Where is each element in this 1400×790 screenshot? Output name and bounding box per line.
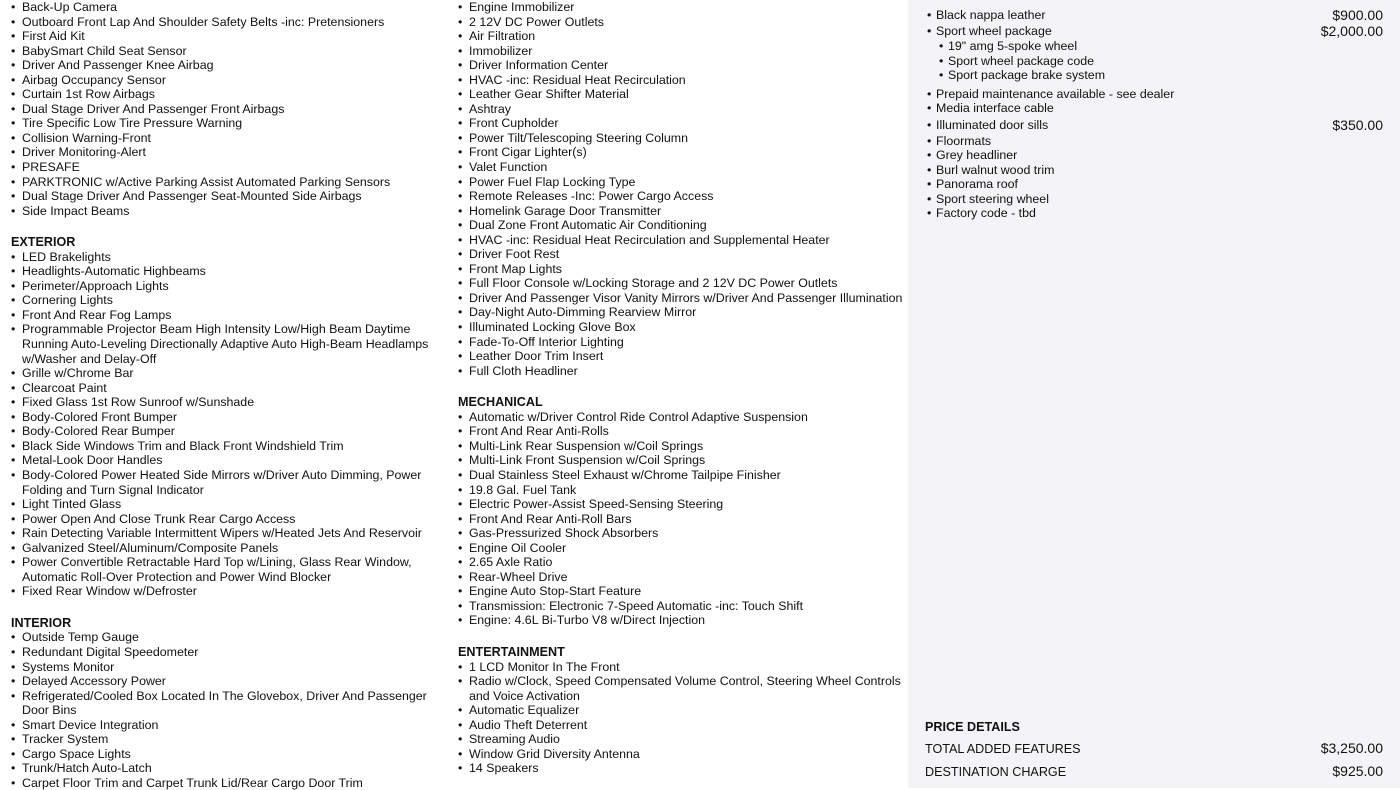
total-added-features-value: $3,250.00 <box>1320 740 1383 756</box>
feature-item: • LED Brakelights <box>11 250 451 265</box>
total-added-features-label: TOTAL ADDED FEATURES <box>925 742 1081 756</box>
feature-item: • Driver And Passenger Visor Vanity Mirrors w/Driver And Passenger Illumination <box>458 291 903 306</box>
feature-item: • Cargo Space Lights <box>11 747 451 762</box>
feature-item: • Fixed Glass 1st Row Sunroof w/Sunshade <box>11 395 451 410</box>
option-item <box>927 23 1383 39</box>
feature-item: • HVAC -inc: Residual Heat Recirculation and Supplemental Heater <box>458 233 903 248</box>
feature-item: • Automatic w/Driver Control Ride Control Adaptive Suspension <box>458 410 903 425</box>
feature-item: • Dual Stage Driver And Passenger Seat-Mounted Side Airbags <box>11 189 451 204</box>
option-price: $900.00 <box>1332 7 1383 23</box>
option-item <box>927 163 1383 178</box>
feature-item: • Dual Stainless Steel Exhaust w/Chrome Tailpipe Finisher <box>458 468 903 483</box>
feature-item: • Immobilizer <box>458 44 903 59</box>
feature-item: • Tire Specific Low Tire Pressure Warning <box>11 116 451 131</box>
feature-item: • Engine: 4.6L Bi-Turbo V8 w/Direct Injection <box>458 613 903 628</box>
feature-item: • Automatic Equalizer <box>458 703 903 718</box>
feature-item: • Curtain 1st Row Airbags <box>11 87 451 102</box>
feature-item: • Fixed Rear Window w/Defroster <box>11 584 451 599</box>
interior-list-left <box>11 630 451 790</box>
feature-item: • Transmission: Electronic 7-Speed Automatic -inc: Touch Shift <box>458 599 903 614</box>
feature-item: • Full Cloth Headliner <box>458 364 903 379</box>
features-column-middle <box>458 0 903 776</box>
feature-item: • PRESAFE <box>11 160 451 175</box>
feature-item: • Body-Colored Rear Bumper <box>11 424 451 439</box>
features-column-left <box>11 0 451 790</box>
feature-item: • Window Grid Diversity Antenna <box>458 747 903 762</box>
feature-item: • Radio w/Clock, Speed Compensated Volume Control, Steering Wheel Controls and Voice Activation <box>458 674 903 703</box>
feature-item: • Power Convertible Retractable Hard Top w/Lining, Glass Rear Window, Automatic Roll-Over Protection and Power Wind Blocker <box>11 555 451 584</box>
feature-item: • Engine Immobilizer <box>458 0 903 15</box>
total-added-features-row <box>925 740 1383 763</box>
feature-item: • Engine Auto Stop-Start Feature <box>458 584 903 599</box>
option-label: • Floormats <box>936 133 992 148</box>
feature-item: • Delayed Accessory Power <box>11 674 451 689</box>
option-sub-item: • 19" amg 5-spoke wheel <box>939 39 1383 54</box>
option-price: $350.00 <box>1332 116 1383 133</box>
feature-item: • First Aid Kit <box>11 29 451 44</box>
feature-item: • Redundant Digital Speedometer <box>11 645 451 660</box>
feature-item: • Body-Colored Power Heated Side Mirrors w/Driver Auto Dimming, Power Folding and Turn Signal Indicator <box>11 468 451 497</box>
feature-item: • 19.8 Gal. Fuel Tank <box>458 483 903 498</box>
feature-item: • Front And Rear Fog Lamps <box>11 308 451 323</box>
feature-item: • Ashtray <box>458 102 903 117</box>
feature-item: • Back-Up Camera <box>11 0 451 15</box>
feature-item: • 2 12V DC Power Outlets <box>458 15 903 30</box>
option-item <box>927 7 1383 23</box>
exterior-heading: EXTERIOR <box>11 235 76 250</box>
option-label: • Sport wheel package <box>936 24 1052 38</box>
feature-item: • Carpet Floor Trim and Carpet Trunk Lid/Rear Cargo Door Trim <box>11 776 451 790</box>
option-item <box>927 192 1383 207</box>
feature-item: • Galvanized Steel/Aluminum/Composite Panels <box>11 541 451 556</box>
feature-item: • Gas-Pressurized Shock Absorbers <box>458 526 903 541</box>
feature-item: • Multi-Link Front Suspension w/Coil Springs <box>458 453 903 468</box>
option-item <box>927 134 1383 149</box>
option-item <box>927 87 1383 102</box>
feature-item: • Valet Function <box>458 160 903 175</box>
feature-item: • Collision Warning-Front <box>11 131 451 146</box>
option-label: • Panorama roof <box>936 177 1018 192</box>
option-label: • Grey headliner <box>936 148 1018 163</box>
destination-charge-label: DESTINATION CHARGE <box>925 765 1067 779</box>
feature-item: • Leather Gear Shifter Material <box>458 87 903 102</box>
feature-item: • Rear-Wheel Drive <box>458 570 903 585</box>
feature-item: • HVAC -inc: Residual Heat Recirculation <box>458 73 903 88</box>
destination-charge-value: $925.00 <box>1332 763 1383 779</box>
feature-item: • Metal-Look Door Handles <box>11 453 451 468</box>
feature-item: • Headlights-Automatic Highbeams <box>11 264 451 279</box>
options-list <box>927 7 1383 221</box>
feature-item: • Streaming Audio <box>458 732 903 747</box>
feature-item: • Full Floor Console w/Locking Storage and 2 12V DC Power Outlets <box>458 276 903 291</box>
feature-item: • Day-Night Auto-Dimming Rearview Mirror <box>458 305 903 320</box>
feature-item: • Remote Releases -Inc: Power Cargo Access <box>458 189 903 204</box>
safety-list <box>11 0 451 218</box>
entertainment-heading: ENTERTAINMENT <box>458 644 565 659</box>
mechanical-list <box>458 410 903 628</box>
entertainment-list <box>458 660 903 776</box>
feature-item: • Power Tilt/Telescoping Steering Column <box>458 131 903 146</box>
feature-item: • Driver Monitoring-Alert <box>11 145 451 160</box>
feature-item: • Refrigerated/Cooled Box Located In The Glovebox, Driver And Passenger Door Bins <box>11 689 451 718</box>
option-label: • Prepaid maintenance available - see dealer <box>936 86 1175 101</box>
feature-item: • Cornering Lights <box>11 293 451 308</box>
feature-item: • Clearcoat Paint <box>11 381 451 396</box>
feature-item: • Outboard Front Lap And Shoulder Safety Belts -inc: Pretensioners <box>11 15 451 30</box>
feature-item: • Smart Device Integration <box>11 718 451 733</box>
feature-item: • Fade-To-Off Interior Lighting <box>458 335 903 350</box>
feature-item: • 14 Speakers <box>458 761 903 776</box>
feature-item: • Body-Colored Front Bumper <box>11 410 451 425</box>
options-list-top <box>927 7 1383 39</box>
option-item <box>927 177 1383 192</box>
feature-item: • Grille w/Chrome Bar <box>11 366 451 381</box>
feature-item: • Dual Stage Driver And Passenger Front Airbags <box>11 102 451 117</box>
sport-package-sublist <box>927 39 1383 83</box>
feature-item: • Outside Temp Gauge <box>11 630 451 645</box>
feature-item: • Dual Zone Front Automatic Air Conditioning <box>458 218 903 233</box>
feature-item: • BabySmart Child Seat Sensor <box>11 44 451 59</box>
feature-item: • Driver Foot Rest <box>458 247 903 262</box>
feature-item: • Trunk/Hatch Auto-Latch <box>11 761 451 776</box>
option-sub-item: • Sport wheel package code <box>939 54 1383 69</box>
feature-item: • Front Map Lights <box>458 262 903 277</box>
feature-item: • Tracker System <box>11 732 451 747</box>
feature-item: • Light Tinted Glass <box>11 497 451 512</box>
feature-item: • Rain Detecting Variable Intermittent Wipers w/Heated Jets And Reservoir <box>11 526 451 541</box>
option-item <box>927 206 1383 221</box>
interior-list-continued <box>458 0 903 378</box>
feature-item: • Audio Theft Deterrent <box>458 718 903 733</box>
option-price: $2,000.00 <box>1320 23 1383 39</box>
feature-item: • Driver And Passenger Knee Airbag <box>11 58 451 73</box>
option-label: • Black nappa leather <box>936 8 1046 22</box>
feature-item: • Driver Information Center <box>458 58 903 73</box>
option-label: • Factory code - tbd <box>936 206 1036 221</box>
feature-item: • Power Fuel Flap Locking Type <box>458 175 903 190</box>
option-label: • Illuminated door sills <box>936 117 1049 132</box>
feature-item: • Front Cupholder <box>458 116 903 131</box>
interior-heading: INTERIOR <box>11 615 72 630</box>
feature-item: • Electric Power-Assist Speed-Sensing Steering <box>458 497 903 512</box>
feature-item: • Airbag Occupancy Sensor <box>11 73 451 88</box>
mechanical-heading: MECHANICAL <box>458 395 543 410</box>
option-item <box>927 148 1383 163</box>
option-item <box>927 101 1383 116</box>
option-item <box>927 116 1383 134</box>
feature-item: • PARKTRONIC w/Active Parking Assist Automated Parking Sensors <box>11 175 451 190</box>
option-label: • Media interface cable <box>936 101 1054 116</box>
destination-charge-row <box>925 763 1383 786</box>
option-label: • Burl walnut wood trim <box>936 162 1055 177</box>
feature-item: • Programmable Projector Beam High Intensity Low/High Beam Daytime Running Auto-Leveling Directionally Adaptive Auto High-Beam Headlamps w/Washer and Delay-Off <box>11 322 451 366</box>
feature-item: • 2.65 Axle Ratio <box>458 555 903 570</box>
option-sub-item: • Sport package brake system <box>939 68 1383 83</box>
option-label: • Sport steering wheel <box>936 191 1049 206</box>
price-details <box>925 720 1383 786</box>
exterior-list <box>11 250 451 599</box>
feature-item: • Front And Rear Anti-Roll Bars <box>458 512 903 527</box>
feature-item: • Engine Oil Cooler <box>458 541 903 556</box>
feature-item: • Air Filtration <box>458 29 903 44</box>
feature-item: • Multi-Link Rear Suspension w/Coil Springs <box>458 439 903 454</box>
feature-item: • Front Cigar Lighter(s) <box>458 145 903 160</box>
feature-item: • 1 LCD Monitor In The Front <box>458 660 903 675</box>
options-list-bottom <box>927 87 1383 221</box>
feature-item: • Front And Rear Anti-Rolls <box>458 424 903 439</box>
feature-item: • Power Open And Close Trunk Rear Cargo Access <box>11 512 451 527</box>
feature-item: • Leather Door Trim Insert <box>458 349 903 364</box>
price-details-title: PRICE DETAILS <box>925 720 1020 734</box>
feature-item: • Systems Monitor <box>11 660 451 675</box>
feature-item: • Black Side Windows Trim and Black Front Windshield Trim <box>11 439 451 454</box>
feature-item: • Homelink Garage Door Transmitter <box>458 204 903 219</box>
feature-item: • Illuminated Locking Glove Box <box>458 320 903 335</box>
feature-item: • Side Impact Beams <box>11 204 451 219</box>
feature-item: • Perimeter/Approach Lights <box>11 279 451 294</box>
